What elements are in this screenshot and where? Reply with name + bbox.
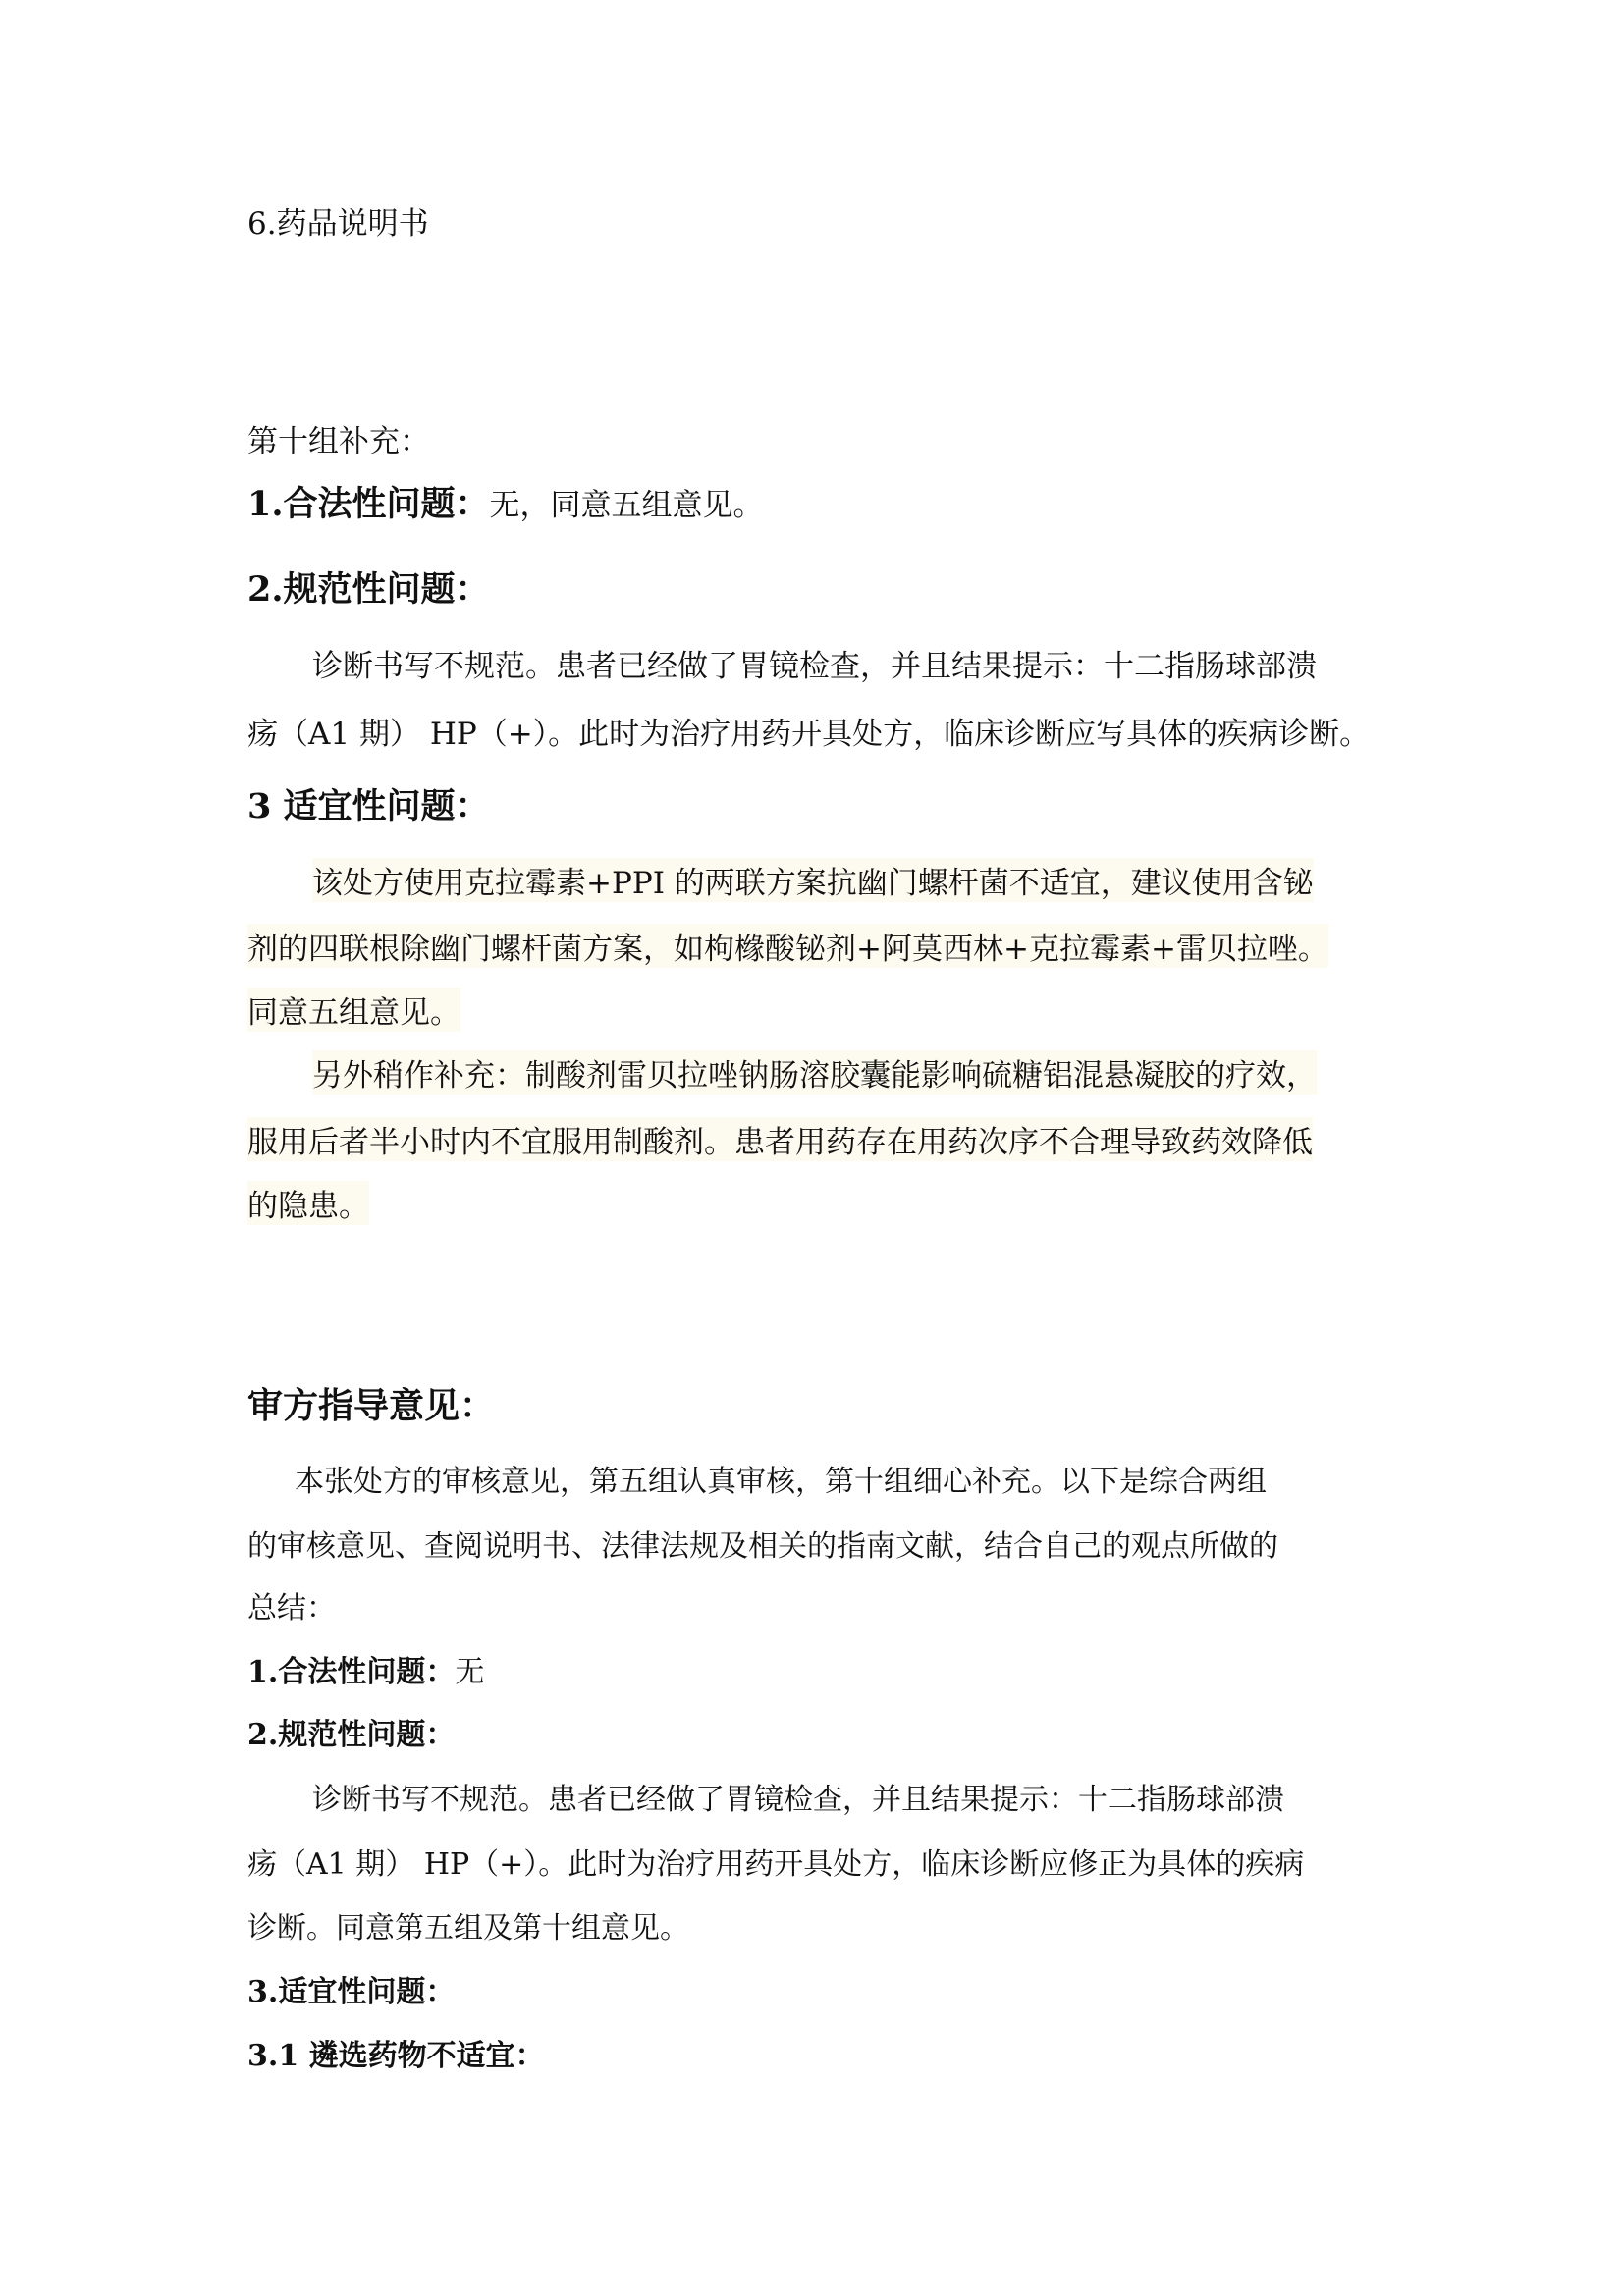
group10-suitability-label: 3 适宜性问题： xyxy=(247,786,490,827)
group10-suitability-p1-line-2: 剂的四联根除幽门螺杆菌方案，如枸橼酸铋剂+阿莫西林+克拉霉素+雷贝拉唑。 xyxy=(247,924,1328,968)
group10-suitability-p2-line-3: 的隐患。 xyxy=(247,1181,369,1225)
guidance-standard-label: 2.规范性问题： xyxy=(247,1718,456,1752)
guidance-standard-line-3: 诊断。同意第五组及第十组意见。 xyxy=(247,1911,689,1946)
guidance-legality-label: 1.合法性问题： xyxy=(247,1655,456,1689)
guidance-intro-line-1: 本张处方的审核意见，第五组认真审核，第十组细心补充。以下是综合两组 xyxy=(295,1465,1267,1499)
guidance-intro-line-3: 总结： xyxy=(247,1591,336,1626)
group10-title: 第十组补充： xyxy=(247,424,430,459)
guidance-standard-line-2: 疡（A1 期） HP（+）。此时为治疗用药开具处方，临床诊断应修正为具体的疾病 xyxy=(247,1847,1305,1882)
guidance-legality-text: 无 xyxy=(455,1655,485,1689)
group10-suitability-p1-line-3: 同意五组意见。 xyxy=(247,988,460,1032)
group10-legality xyxy=(247,477,764,526)
group10-standard-line-1 xyxy=(312,641,1386,685)
group10-suitability-p1-line-1: 该处方使用克拉霉素+PPI 的两联方案抗幽门螺杆菌不适宜，建议使用含铋 xyxy=(312,858,1314,902)
item-6-drug-instructions: 6.药品说明书 xyxy=(247,206,429,241)
guidance-intro-line-2: 的审核意见、查阅说明书、法律法规及相关的指南文献，结合自己的观点所做的 xyxy=(247,1529,1278,1564)
guidance-section-3-1-label: 3.1 遴选药物不适宜： xyxy=(247,2039,545,2073)
guidance-title: 审方指导意见： xyxy=(247,1385,496,1426)
group10-legality-text: 无，同意五组意见。 xyxy=(489,488,764,523)
guidance-legality xyxy=(247,1647,484,1690)
paragraph-text: 诊断书写不规范。患者已经做了胃镜检查，并且结果提示：十二指肠球部溃 xyxy=(312,649,1317,684)
group10-legality-label: 1.合法性问题： xyxy=(247,484,490,524)
group10-suitability-p2-line-2: 服用后者半小时内不宜服用制酸剂。患者用药存在用药次序不合理导致药效降低 xyxy=(247,1117,1313,1161)
group10-standard-line-2: 疡（A1 期） HP（+）。此时为治疗用药开具处方，临床诊断应写具体的疾病诊断。 xyxy=(247,717,1371,752)
guidance-suitability-label: 3.适宜性问题： xyxy=(247,1975,456,2009)
group10-suitability-p2-line-1: 另外稍作补充：制酸剂雷贝拉唑钠肠溶胶囊能影响硫糖铝混悬凝胶的疗效， xyxy=(312,1050,1317,1095)
group10-standard-label: 2.规范性问题： xyxy=(247,569,490,610)
guidance-standard-line-1: 诊断书写不规范。患者已经做了胃镜检查，并且结果提示：十二指肠球部溃 xyxy=(312,1783,1284,1817)
